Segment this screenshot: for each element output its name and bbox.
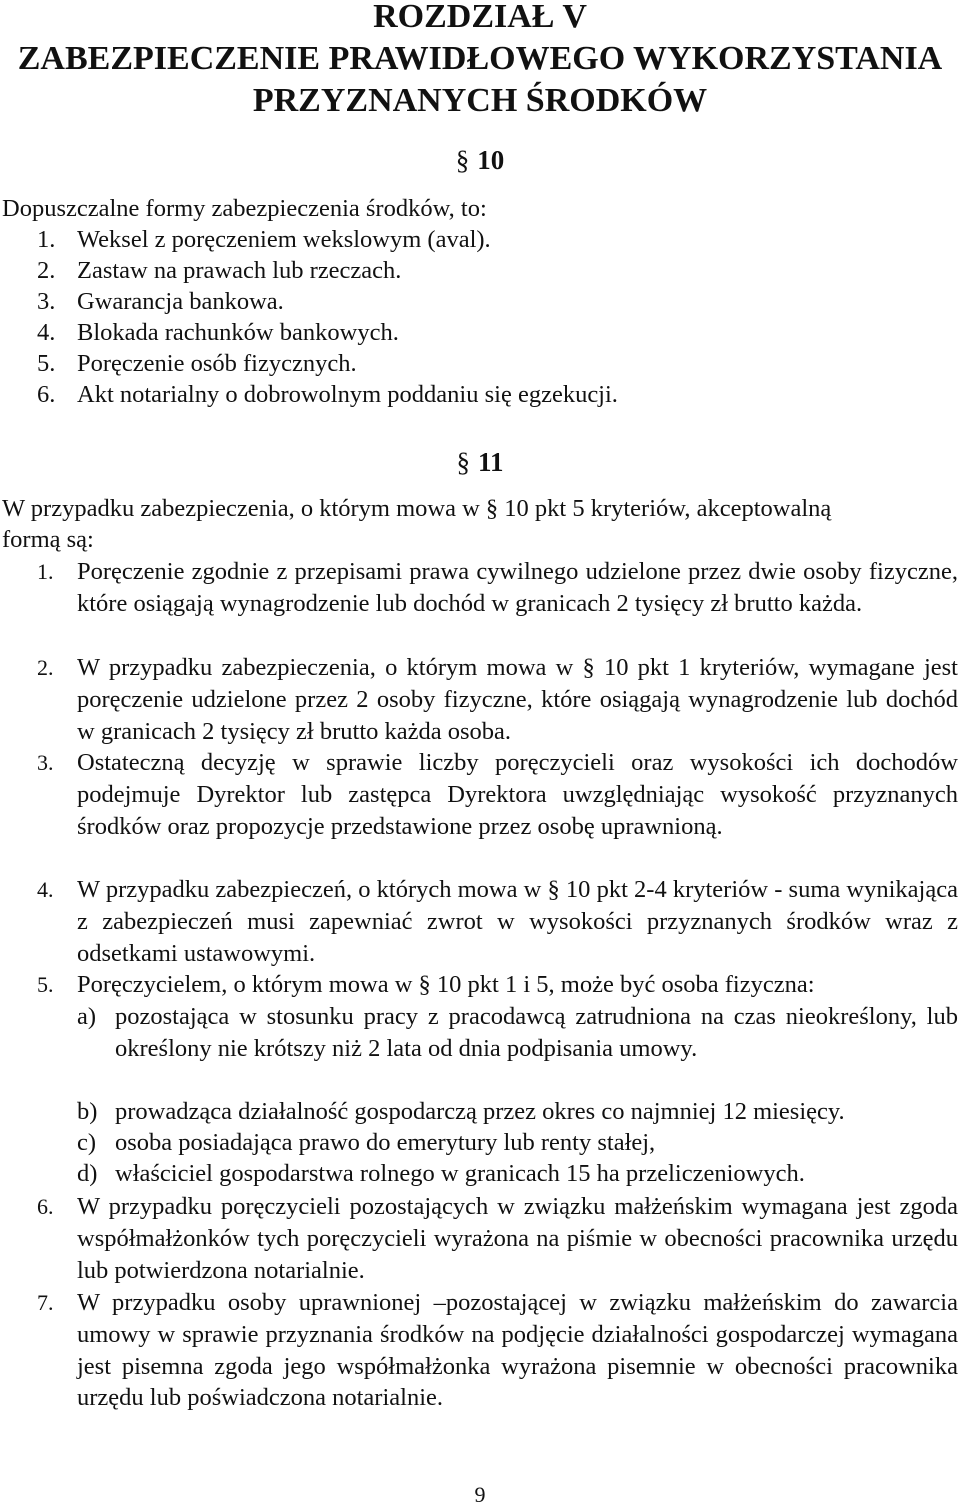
- section-symbol: §: [456, 447, 470, 477]
- sub-item-text: osoba posiadająca prawo do emerytury lub renty stałej,: [115, 1129, 656, 1156]
- section-10-heading: [0, 144, 960, 176]
- list-item-number: 2.: [37, 655, 54, 680]
- sub-item-text: prowadząca działalność gospodarczą przez okres co najmniej 12 miesięcy.: [115, 1098, 845, 1125]
- list-item-text: Poręczycielem, o którym mowa w § 10 pkt 1 i 5, może być osoba fizyczna:: [77, 971, 815, 998]
- list-item-text: Blokada rachunków bankowych.: [77, 319, 399, 346]
- list-item-number: 3.: [37, 750, 54, 775]
- chapter-subtitle-line-1: ZABEZPIECZENIE PRAWIDŁOWEGO WYKORZYSTANIA: [17, 40, 943, 77]
- list-item-text: Poręczenie osób fizycznych.: [77, 350, 357, 377]
- list-item-text: W przypadku poręczycieli pozostających w związku małżeńskim wymagana jest zgoda współmałżonków tych poręczycieli wyrażona na piśmie w obecności pracownika urzędu lub potwierdzona notarialnie.: [77, 1193, 958, 1284]
- list-item-number: 3.: [37, 288, 56, 315]
- list-item-text: Gwarancja bankowa.: [77, 288, 284, 315]
- list-item-number: 4.: [37, 319, 56, 346]
- list-item-text: Akt notarialny o dobrowolnym poddaniu się egzekucji.: [77, 381, 618, 408]
- sub-item-letter: d): [77, 1160, 98, 1187]
- list-item-text: Poręczenie zgodnie z przepisami prawa cywilnego udzielone przez dwie osoby fizyczne, które osiągają wynagrodzenie lub dochód w granicach 2 tysięcy zł brutto każda.: [77, 558, 958, 617]
- section-10-intro: Dopuszczalne formy zabezpieczenia środków, to:: [2, 195, 487, 222]
- list-item-number: 7.: [37, 1290, 54, 1315]
- section-number: 11: [477, 447, 504, 477]
- list-item-number: 6.: [37, 1194, 54, 1219]
- sub-item-text: pozostająca w stosunku pracy z pracodawcą zatrudniona na czas nieokreślony, lub określony nie krótszy niż 2 lata od dnia podpisania umowy.: [115, 1003, 958, 1062]
- section-11-heading: [0, 446, 960, 478]
- section-number: 10: [477, 145, 505, 175]
- list-item-number: 1.: [37, 559, 54, 584]
- section-11-intro-line-1: W przypadku zabezpieczenia, o którym mowa w § 10 pkt 5 kryteriów, akceptowalną: [2, 495, 832, 522]
- list-item-number: 6.: [37, 381, 56, 408]
- section-symbol: §: [455, 145, 470, 175]
- list-item-number: 5.: [37, 972, 54, 997]
- list-item-text: Weksel z poręczeniem wekslowym (aval).: [77, 226, 491, 253]
- list-item-number: 4.: [37, 877, 54, 902]
- sub-item-letter: b): [77, 1098, 98, 1125]
- chapter-title: ROZDZIAŁ V: [373, 0, 587, 35]
- sub-item-text: właściciel gospodarstwa rolnego w granicach 15 ha przeliczeniowych.: [115, 1160, 805, 1187]
- list-item-number: 1.: [37, 226, 56, 253]
- chapter-heading: [0, 0, 960, 122]
- chapter-subtitle-line-2: PRZYZNANYCH ŚRODKÓW: [252, 82, 708, 119]
- list-item-text: Zastaw na prawach lub rzeczach.: [77, 257, 402, 284]
- list-item-text: Ostateczną decyzję w sprawie liczby poręczycieli oraz wysokości ich dochodów podejmuje Dyrektor lub zastępca Dyrektora uwzględniając wysokość przyznanych środków oraz propozycje przedstawione przez osobę uprawnioną.: [77, 749, 958, 840]
- section-11-intro-line-2: formą są:: [2, 526, 94, 553]
- sub-item-letter: a): [77, 1003, 97, 1030]
- list-item-text: W przypadku zabezpieczenia, o którym mowa w § 10 pkt 1 kryteriów, wymagane jest poręczenie udzielone przez 2 osoby fizyczne, które osiągają wynagrodzenie lub dochód w granicach 2 tysięcy zł brutto każda osoba.: [77, 654, 958, 745]
- list-item-text: W przypadku zabezpieczeń, o których mowa w § 10 pkt 2-4 kryteriów - suma wynikająca z zabezpieczeń musi zapewniać zwrot w wysokości przyznanych środków wraz z odsetkami ustawowymi.: [77, 876, 958, 967]
- list-item-number: 2.: [37, 257, 56, 284]
- sub-item-letter: c): [77, 1129, 97, 1156]
- page-number: 9: [474, 1482, 486, 1507]
- list-item-text: W przypadku osoby uprawnionej –pozostającej w związku małżeńskim do zawarcia umowy w sprawie przyznania środków na podjęcie działalności gospodarczej wymagana jest pisemna zgoda jego współmałżonka wyrażona pisemnie w obecności pracownika urzędu lub poświadczona notarialnie.: [77, 1289, 958, 1412]
- list-item-number: 5.: [37, 350, 56, 377]
